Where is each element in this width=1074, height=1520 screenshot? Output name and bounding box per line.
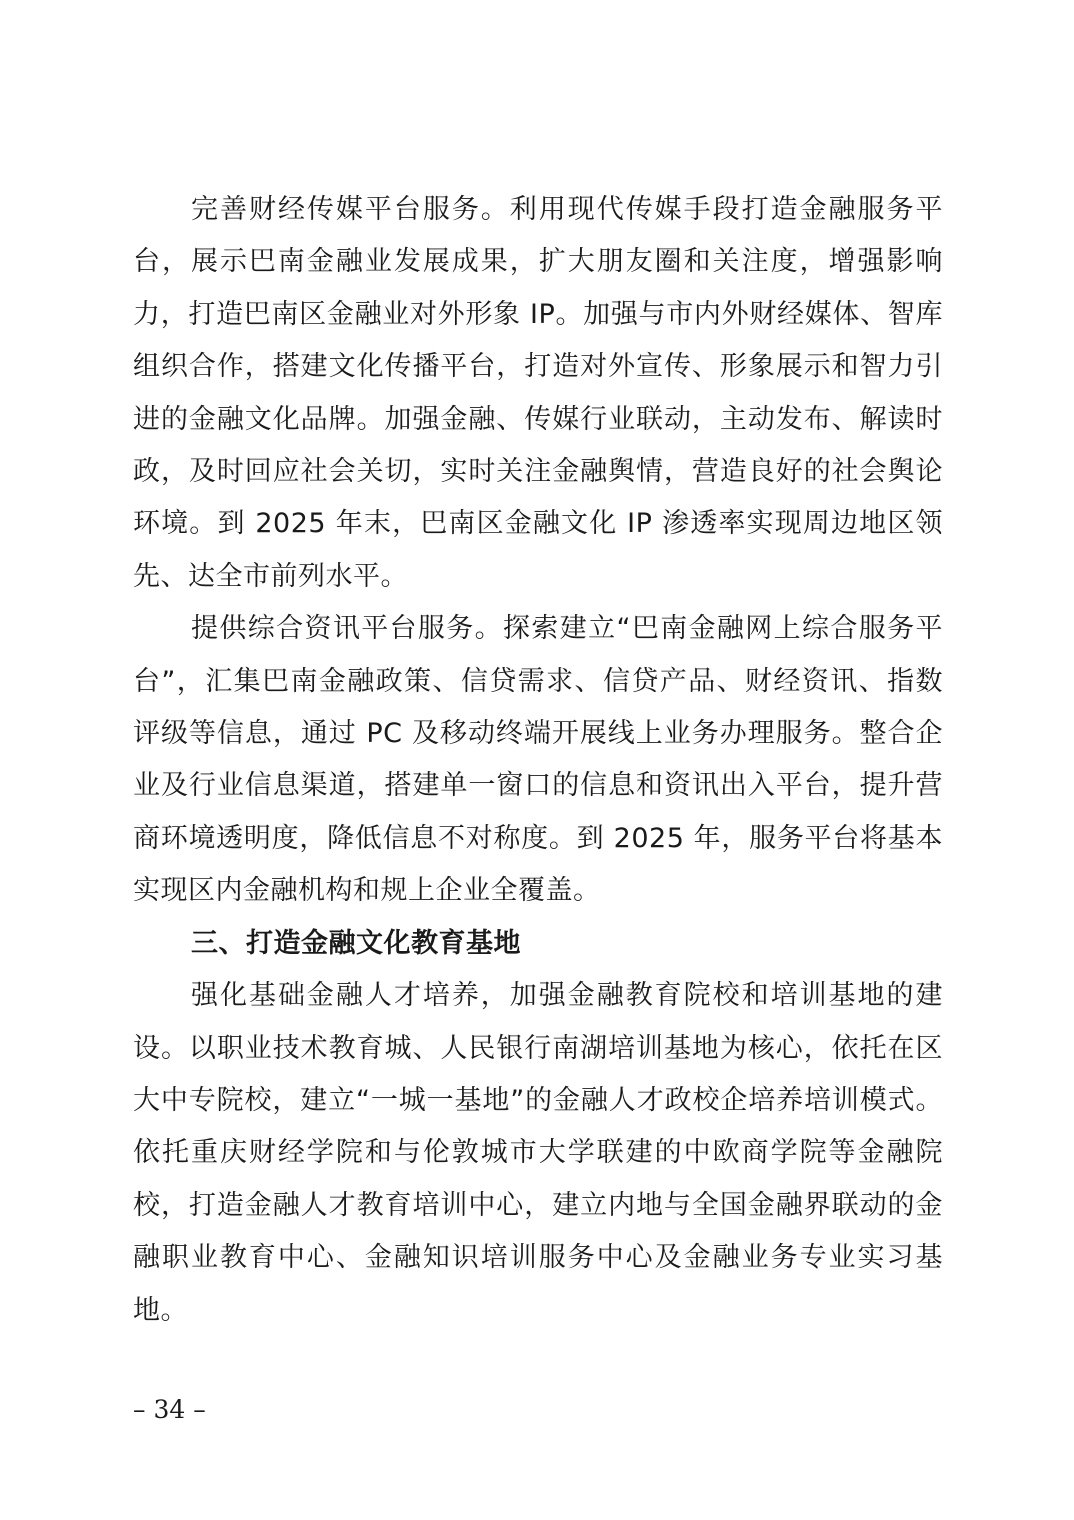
document-body <box>133 184 943 1337</box>
page-number: – 34 – <box>133 1395 206 1424</box>
paragraph-education-base: 强化基础金融人才培养，加强金融教育院校和培训基地的建设。以职业技术教育城、人民银行南湖培训基地为核心，依托在区大中专院校，建立“一城一基地”的金融人才政校企培养培训模式。依托重庆财经学院和与伦敦城市大学联建的中欧商学院等金融院校，打造金融人才教育培训中心，建立内地与全国金融界联动的金融职业教育中心、金融知识培训服务中心及金融业务专业实习基地。 <box>133 980 943 1326</box>
paragraph-media-platform: 完善财经传媒平台服务。利用现代传媒手段打造金融服务平台，展示巴南金融业发展成果，扩大朋友圈和关注度，增强影响力，打造巴南区金融业对外形象 IP。加强与市内外财经媒体、智库组织合作，搭建文化传播平台，打造对外宣传、形象展示和智力引进的金融文化品牌。加强金融、传媒行业联动，主动发布、解读时政，及时回应社会关切，实时关注金融舆情，营造良好的社会舆论环境。到 2025 年末，巴南区金融文化 IP 渗透率实现周边地区领先、达全市前列水平。 <box>133 194 943 592</box>
paragraph-info-platform: 提供综合资讯平台服务。探索建立“巴南金融网上综合服务平台”，汇集巴南金融政策、信贷需求、信贷产品、财经资讯、指数评级等信息，通过 PC 及移动终端开展线上业务办理服务。整合企业及行业信息渠道，搭建单一窗口的信息和资讯出入平台，提升营商环境透明度，降低信息不对称度。到 2025 年，服务平台将基本实现区内金融机构和规上企业全覆盖。 <box>133 613 943 907</box>
section-heading: 三、打造金融文化教育基地 <box>191 927 521 959</box>
